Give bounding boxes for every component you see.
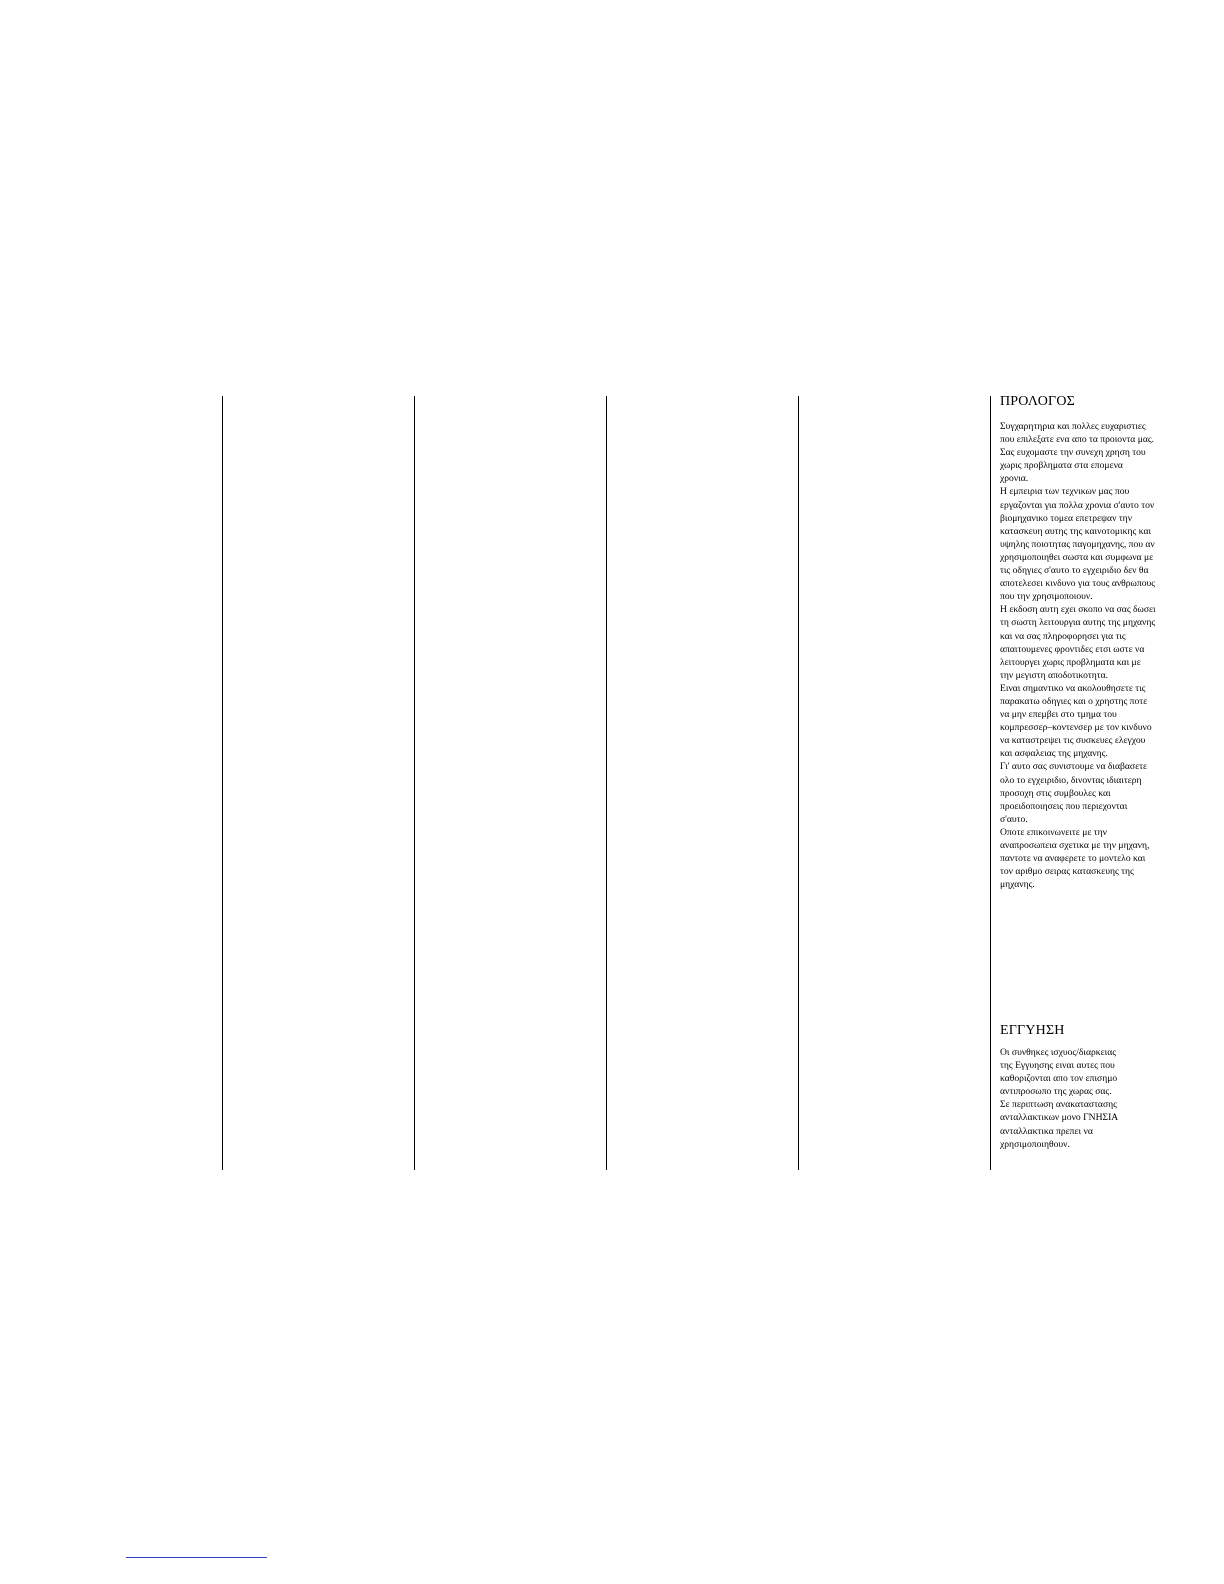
column-divider-2 [414,396,415,1170]
warranty-body: Οι συνθηκες ισχυος/διαρκειας της Εγγυησης ειναι αυτες που καθοριζονται απο τον επισημο αντιπροσωπο της χωρας σας. Σε περιπτωση ανακαταστασης ανταλλακτικων μονο ΓΝΗΣΙΑ ανταλλακτικα πρεπει να χρησιμοποιηθουν. [1000,1047,1119,1150]
warranty-section [1000,1022,1190,1151]
column-divider-5 [990,396,991,1170]
column-divider-1 [222,396,223,1170]
prologue-title: ΠΡΟΛΟΓΟΣ [1000,394,1075,409]
footer-underline [126,1557,267,1558]
column-divider-4 [798,396,799,1170]
warranty-title: ΕΓΓΥΗΣΗ [1000,1023,1065,1038]
prologue-section [1000,393,1190,891]
column-divider-3 [606,396,607,1170]
prologue-body: Συγχαρητηρια και πολλες ευχαριστιες που επιλεξατε ενα απο τα προιοντα μας. Σας ευχομαστε την συνεχη χρηση του χωρις προβληματα στα επομενα χρονια. Η εμπειρια των τεχνικων μας που εργαζονται για πολλα χρονια σ'αυτο τον βιομηχανικο τομεα επετρεψαν την κατασκευη αυτης της καινοτομικης και υψηλης ποιοτητας παγομηχανης, που αν χρησιμοποιηθει σωστα και συμφωνα με τις οδηγιες σ'αυτο το εγχειριδιο δεν θα αποτελεσει κινδυνο για τους ανθρωπους που την χρησιμοποιουν. Η εκδοση αυτη εχει σκοπο να σας δωσει τη σωστη λειτουργια αυτης της μηχανης και να σας πληροφορησει για τις απαιτουμενες φροντιδες ετσι ωστε να λειτουργει χωρις προβληματα και με την μεγιστη αποδοτικοτητα. Ειναι σημαντικο να ακολουθησετε τις παρακατω οδηγιες και ο χρηστης ποτε να μην επεμβει στο τμημα του κομπρεσσερ–κοντενσερ με τον κινδυνο να καταστρεψει τις συσκευες ελεγχου και ασφαλειας της μηχανης. Γι' αυτο σας συνιστουμε να διαβασετε ολο το εγχειριδιο, δινοντας ιδιαιτερη προσοχη στις συμβουλες και προειδοποιησεις που περιεχονται σ'αυτο. Οποτε επικοινωνειτε με την αναπροσωπεια σχετικα με την μηχανη, παντοτε να αναφερετε το μοντελο και τον αριθμο σειρας κατασκευης της μηχανης. [1000,421,1156,891]
